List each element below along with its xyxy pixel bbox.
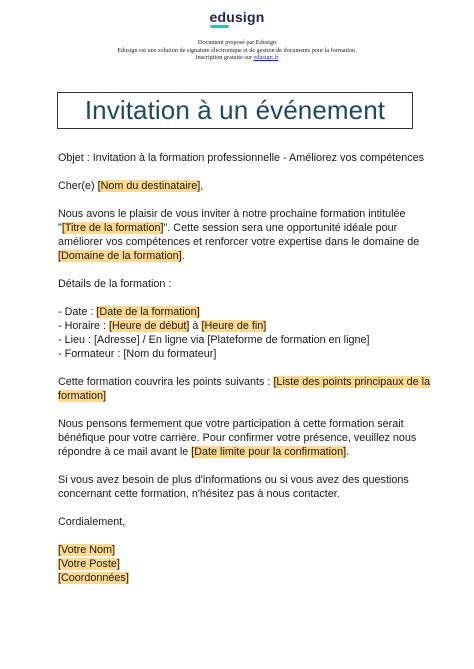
date-label: - Date : (58, 306, 97, 318)
points-line-2 (58, 389, 418, 403)
intro-line-3: améliorer vos compétences et renforcer votre expertise dans le domaine de (58, 236, 420, 248)
meta-line-3-prefix: Inscription gratuite sur (195, 54, 254, 62)
signature-contact (58, 571, 418, 585)
greeting-line (58, 179, 418, 193)
detail-place: - Lieu : [Adresse] / En ligne via [Plateforme de formation en ligne] (58, 334, 370, 346)
sender-name-field: [Votre Nom] (58, 544, 116, 556)
logo-wordmark: edusign (209, 9, 265, 25)
meta-line-3 (0, 54, 474, 62)
closing-line: Cordialement, (58, 516, 126, 528)
object-line: Objet : Invitation à la formation professionnelle - Améliorez vos compétences (58, 152, 425, 164)
page-title: Invitation à un événement (84, 95, 386, 125)
end-time-field: [Heure de fin] (201, 320, 267, 332)
confirm-line-2: bénéfique pour votre carrière. Pour confirmer votre présence, veuillez nous (58, 432, 417, 444)
intro-line-4-suffix: . (181, 250, 185, 262)
intro-line-1: Nous avons le plaisir de vous inviter à notre prochaine formation intitulée (58, 208, 406, 220)
sender-contact-field: [Coordonnées] (58, 572, 129, 584)
greeting-suffix: , (200, 180, 204, 192)
points-prefix: Cette formation couvrira les points suivants : (58, 376, 274, 388)
training-title-field: [Titre de la formation] (61, 222, 164, 234)
confirm-line-1: Nous pensons fermement que votre participation à cette formation serait (58, 418, 404, 430)
info-line-1: Si vous avez besoin de plus d'informations ou si vous avez des questions (58, 474, 409, 486)
time-label: - Horaire : (58, 320, 109, 332)
sender-position-field: [Votre Poste] (58, 558, 120, 570)
detail-trainer: - Formateur : [Nom du formateur] (58, 348, 217, 360)
document-meta (0, 39, 474, 62)
signature-position (58, 557, 418, 571)
recipient-name-field: [Nom du destinataire] (97, 180, 201, 192)
points-line-1 (58, 375, 431, 389)
points-list-field-part-1: [Liste des points principaux de la (273, 376, 431, 388)
details-heading: Détails de la formation : (58, 278, 172, 290)
letter-body (58, 151, 431, 585)
training-date-field: [Date de la formation] (96, 306, 200, 318)
meta-line-1: Document proposé par Edusign (197, 39, 277, 46)
points-list-field-part-2: formation] (58, 390, 107, 402)
deadline-field: [Date limite pour la confirmation] (191, 446, 347, 458)
confirm-line-3 (58, 445, 418, 459)
logo-accent-underline (210, 25, 229, 28)
detail-date (58, 305, 418, 319)
confirm-suffix: . (346, 446, 350, 458)
intro-quote-open: " (58, 222, 62, 234)
edusign-logo (0, 9, 474, 27)
confirm-prefix: répondre à ce mail avant le (58, 446, 192, 458)
title-box (57, 92, 413, 129)
signature-name (58, 543, 418, 557)
detail-time (58, 319, 418, 333)
info-line-2: concernant cette formation, n'hésitez pas à nous contacter. (58, 488, 340, 500)
intro-line-2 (58, 221, 418, 235)
greeting-prefix: Cher(e) (58, 180, 98, 192)
edusign-link[interactable]: edusign.fr (253, 54, 279, 62)
meta-line-2: Edusign est une solution de signature électronique et de gestion de documents pour la formation. (117, 46, 357, 54)
logo-text (209, 9, 264, 25)
start-time-field: [Heure de début] (109, 320, 190, 332)
time-separator: à (189, 320, 202, 332)
intro-line-2-rest: ". Cette session sera une opportunité idéale pour (163, 222, 398, 234)
training-domain-field: [Domaine de la formation] (58, 250, 182, 262)
intro-line-4 (58, 249, 418, 263)
